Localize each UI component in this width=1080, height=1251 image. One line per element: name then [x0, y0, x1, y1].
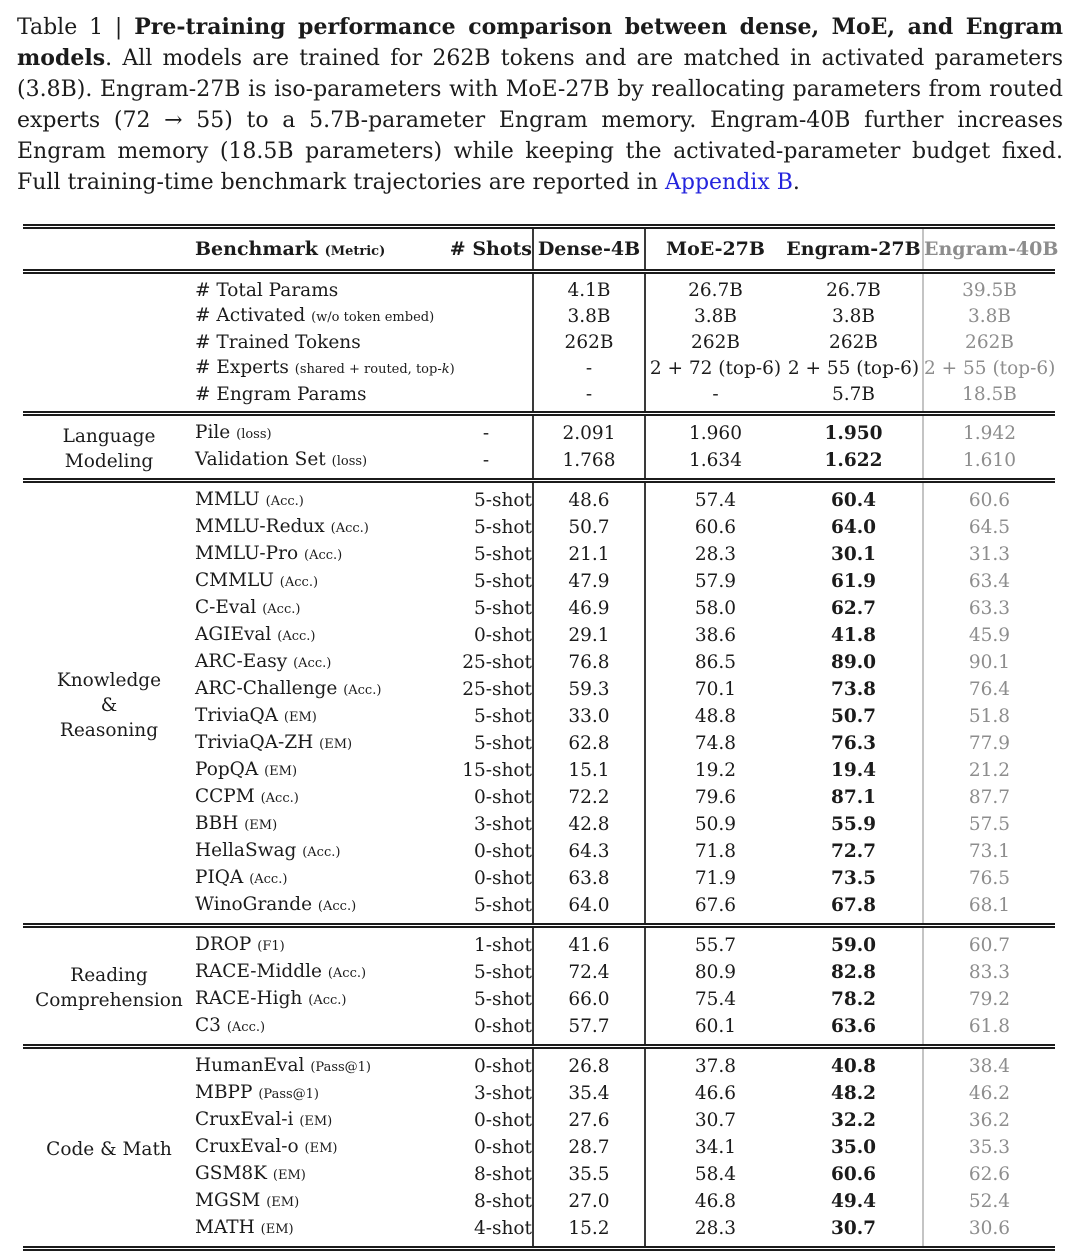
value-cell-engram-40b: 87.7 — [923, 784, 1055, 811]
benchmark-metric: (EM) — [283, 710, 317, 725]
benchmark-cell — [195, 595, 440, 622]
shots-cell: 5-shot — [473, 733, 532, 754]
benchmark-name: GSM8K — [195, 1163, 267, 1184]
shots-cell: 3-shot — [473, 1083, 532, 1104]
value-cell-engram-27b: 67.8 — [830, 895, 877, 916]
benchmark-name: TriviaQA-ZH — [195, 732, 314, 753]
value-cell-engram-40b: 38.4 — [923, 1047, 1055, 1081]
benchmark-metric: (Acc.) — [343, 683, 382, 698]
value-cell-dense-4b: 21.1 — [533, 541, 645, 568]
benchmark-name: ARC-Easy — [195, 651, 288, 672]
table-row — [23, 272, 1055, 304]
benchmark-name: RACE-High — [195, 988, 303, 1009]
shots-cell: 5-shot — [473, 706, 532, 727]
table-caption — [17, 12, 1063, 198]
caption-body: . All models are trained for 262B tokens and are matched in activated parameters (3.8B). Engram-27B is iso-parameters with MoE-27B by reallocating parameters from routed experts (72 → 55) to a 5.7B-parameter Engram memory. Engram-40B further increases Engram memory (18.5B parameters) while keeping the activated-parameter budget fixed. Full training-time benchmark trajectories are reported in — [17, 46, 1063, 195]
value-cell-moe-27b: 30.7 — [645, 1107, 785, 1134]
value-cell-dense-4b: 72.4 — [533, 959, 645, 986]
value-cell-engram-40b: 60.7 — [923, 926, 1055, 960]
value-cell-engram-27b: 89.0 — [830, 652, 877, 673]
benchmark-metric: (EM) — [266, 1195, 300, 1210]
shots-cell: 8-shot — [473, 1164, 532, 1185]
benchmark-name: # Activated — [195, 305, 306, 326]
value-cell-moe-27b: 26.7B — [645, 272, 785, 304]
benchmark-name: CruxEval-i — [195, 1109, 294, 1130]
value-cell-engram-27b: 32.2 — [830, 1110, 877, 1131]
benchmark-cell — [195, 1107, 440, 1134]
value-cell-moe-27b: 2 + 72 (top-6) — [645, 355, 785, 382]
benchmark-cell — [195, 959, 440, 986]
header-shots: # Shots — [440, 227, 533, 272]
shots-cell: 0-shot — [473, 868, 532, 889]
benchmark-metric: (EM) — [272, 1168, 306, 1183]
benchmark-metric: (Acc.) — [249, 872, 288, 887]
value-cell-engram-27b: 59.0 — [785, 926, 923, 960]
shots-cell: 0-shot — [473, 787, 532, 808]
benchmark-name: PIQA — [195, 867, 244, 888]
benchmark-cell — [195, 481, 440, 515]
benchmark-name: CruxEval-o — [195, 1136, 299, 1157]
shots-cell: 5-shot — [473, 517, 532, 538]
benchmark-cell — [195, 1134, 440, 1161]
value-cell-engram-27b: 3.8B — [831, 306, 876, 327]
value-cell-dense-4b: 29.1 — [533, 622, 645, 649]
header-category-spacer — [23, 227, 195, 272]
benchmark-metric: (EM) — [244, 818, 278, 833]
value-cell-engram-27b: 87.1 — [830, 787, 877, 808]
benchmark-metric: (EM) — [319, 737, 353, 752]
value-cell-dense-4b: 3.8B — [533, 303, 645, 330]
value-cell-dense-4b: 27.6 — [533, 1107, 645, 1134]
benchmark-cell — [195, 622, 440, 649]
benchmark-name: MBPP — [195, 1082, 253, 1103]
value-cell-dense-4b: 27.0 — [533, 1188, 645, 1215]
value-cell-moe-27b: 50.9 — [645, 811, 785, 838]
value-cell-engram-27b: 50.7 — [830, 706, 877, 727]
value-cell-dense-4b: 62.8 — [533, 730, 645, 757]
benchmark-cell — [195, 757, 440, 784]
value-cell-engram-40b: 76.4 — [923, 676, 1055, 703]
benchmark-cell — [195, 703, 440, 730]
value-cell-engram-40b: 30.6 — [923, 1215, 1055, 1249]
value-cell-engram-27b: 26.7B — [785, 272, 923, 304]
benchmark-cell — [195, 1215, 440, 1249]
value-cell-dense-4b: 15.2 — [533, 1215, 645, 1249]
value-cell-moe-27b: 28.3 — [645, 1215, 785, 1249]
category-label: Reading Comprehension — [23, 926, 195, 1047]
value-cell-engram-40b: 18.5B — [923, 382, 1055, 414]
value-cell-moe-27b: 37.8 — [645, 1047, 785, 1081]
value-cell-engram-27b: 30.1 — [830, 544, 877, 565]
value-cell-engram-27b: 73.5 — [830, 868, 877, 889]
benchmark-cell — [195, 1013, 440, 1047]
value-cell-moe-27b: 60.6 — [645, 514, 785, 541]
table-row — [23, 481, 1055, 515]
header-model-dense-4b: Dense-4B — [533, 227, 645, 272]
value-cell-dense-4b: 59.3 — [533, 676, 645, 703]
shots-cell: 3-shot — [473, 814, 532, 835]
value-cell-moe-27b: 46.6 — [645, 1080, 785, 1107]
benchmark-metric: (Acc.) — [293, 656, 332, 671]
results-table — [23, 224, 1059, 1251]
benchmark-name: PopQA — [195, 759, 259, 780]
benchmark-name: # Trained Tokens — [195, 332, 361, 353]
value-cell-moe-27b: 57.4 — [645, 481, 785, 515]
benchmark-cell — [195, 355, 455, 382]
shots-cell: - — [440, 414, 533, 448]
value-cell-moe-27b: 58.4 — [645, 1161, 785, 1188]
benchmark-name: DROP — [195, 934, 252, 955]
value-cell-moe-27b: 70.1 — [645, 676, 785, 703]
value-cell-dense-4b: 57.7 — [533, 1013, 645, 1047]
shots-cell: 5-shot — [473, 895, 532, 916]
value-cell-moe-27b: 80.9 — [645, 959, 785, 986]
value-cell-dense-4b: 66.0 — [533, 986, 645, 1013]
header-metric-label: (Metric) — [324, 244, 386, 259]
value-cell-engram-40b: 77.9 — [923, 730, 1055, 757]
benchmark-name: C-Eval — [195, 597, 257, 618]
benchmark-metric: (F1) — [257, 939, 285, 954]
benchmark-name: RACE-Middle — [195, 961, 322, 982]
value-cell-engram-27b: 49.4 — [830, 1191, 877, 1212]
benchmark-cell — [195, 649, 440, 676]
shots-cell — [440, 330, 533, 355]
value-cell-engram-27b: 78.2 — [830, 989, 877, 1010]
header-row — [23, 227, 1055, 272]
value-cell-engram-27b: 60.6 — [830, 1164, 877, 1185]
header-model-moe-27b: MoE-27B — [645, 227, 785, 272]
value-cell-dense-4b: 4.1B — [533, 272, 645, 304]
value-cell-engram-40b: 21.2 — [923, 757, 1055, 784]
benchmark-metric: (Acc.) — [317, 899, 357, 914]
benchmark-metric: (loss) — [331, 454, 368, 469]
value-cell-engram-27b: 5.7B — [831, 384, 876, 405]
value-cell-engram-40b: 2 + 55 (top-6) — [923, 355, 1055, 382]
value-cell-dense-4b: 2.091 — [533, 414, 645, 448]
value-cell-engram-27b: 1.622 — [824, 450, 883, 471]
shots-cell: 5-shot — [440, 481, 533, 515]
value-cell-moe-27b: 71.8 — [645, 838, 785, 865]
value-cell-engram-40b: 35.3 — [923, 1134, 1055, 1161]
value-cell-dense-4b: 47.9 — [533, 568, 645, 595]
benchmark-cell — [195, 811, 440, 838]
value-cell-dense-4b: 50.7 — [533, 514, 645, 541]
shots-cell: 5-shot — [473, 598, 532, 619]
table-row — [23, 926, 1055, 960]
value-cell-moe-27b: 79.6 — [645, 784, 785, 811]
benchmark-name: CMMLU — [195, 570, 274, 591]
category-label: Knowledge & Reasoning — [23, 481, 195, 926]
benchmark-cell — [195, 541, 440, 568]
value-cell-engram-40b: 79.2 — [923, 986, 1055, 1013]
value-cell-moe-27b: 74.8 — [645, 730, 785, 757]
value-cell-moe-27b: - — [645, 382, 785, 414]
shots-cell: 25-shot — [462, 652, 532, 673]
benchmark-cell — [195, 330, 440, 355]
benchmark-cell — [195, 986, 440, 1013]
value-cell-engram-27b: 41.8 — [830, 625, 877, 646]
benchmark-metric: (Acc.) — [327, 966, 367, 981]
value-cell-moe-27b: 60.1 — [645, 1013, 785, 1047]
benchmark-metric: (Pass@1) — [310, 1060, 371, 1075]
benchmark-metric: (Acc.) — [304, 548, 343, 563]
value-cell-engram-27b: 72.7 — [830, 841, 877, 862]
value-cell-moe-27b: 38.6 — [645, 622, 785, 649]
benchmark-metric: (shared + routed, top-k) — [294, 362, 455, 377]
value-cell-dense-4b: 28.7 — [533, 1134, 645, 1161]
value-cell-dense-4b: 26.8 — [533, 1047, 645, 1081]
shots-cell: 15-shot — [462, 760, 532, 781]
benchmark-cell — [195, 892, 440, 926]
benchmark-cell — [195, 784, 440, 811]
value-cell-engram-27b: 1.950 — [785, 414, 923, 448]
value-cell-moe-27b: 48.8 — [645, 703, 785, 730]
value-cell-engram-27b: 262B — [829, 332, 878, 353]
value-cell-dense-4b: 262B — [533, 330, 645, 355]
header-model-engram-40b: Engram-40B — [923, 227, 1055, 272]
benchmark-name: MMLU-Redux — [195, 516, 325, 537]
shots-cell: 4-shot — [473, 1218, 532, 1239]
benchmark-metric: (EM) — [264, 764, 298, 779]
category-label: Code & Math — [23, 1047, 195, 1249]
value-cell-engram-27b: 19.4 — [830, 760, 877, 781]
benchmark-cell — [195, 568, 440, 595]
benchmark-cell — [195, 382, 440, 414]
value-cell-moe-27b: 3.8B — [645, 303, 785, 330]
shots-cell: 0-shot — [473, 841, 532, 862]
benchmark-cell — [195, 838, 440, 865]
shots-cell: - — [482, 450, 490, 471]
appendix-b-link[interactable]: Appendix B — [664, 170, 793, 195]
benchmark-metric: (Acc.) — [308, 993, 347, 1008]
benchmark-name: ARC-Challenge — [195, 678, 338, 699]
caption-prefix: Table 1 | — [17, 15, 135, 40]
benchmark-name: # Engram Params — [195, 384, 367, 405]
benchmark-cell — [195, 730, 440, 757]
value-cell-dense-4b: 33.0 — [533, 703, 645, 730]
benchmark-metric: (Acc.) — [302, 845, 341, 860]
benchmark-name: HellaSwag — [195, 840, 297, 861]
shots-cell: 0-shot — [473, 1016, 532, 1037]
shots-cell — [440, 303, 533, 330]
benchmark-cell — [195, 303, 440, 330]
value-cell-engram-27b: 73.8 — [830, 679, 877, 700]
value-cell-dense-4b: 76.8 — [533, 649, 645, 676]
benchmark-name: MGSM — [195, 1190, 261, 1211]
benchmark-metric: (loss) — [236, 427, 272, 442]
benchmark-cell — [195, 514, 440, 541]
benchmark-cell — [195, 926, 440, 960]
value-cell-engram-40b: 46.2 — [923, 1080, 1055, 1107]
category-label — [23, 272, 195, 414]
shots-cell: 0-shot — [473, 625, 532, 646]
shots-cell — [440, 272, 533, 304]
benchmark-metric: (Acc.) — [279, 575, 319, 590]
value-cell-engram-40b: 73.1 — [923, 838, 1055, 865]
benchmark-cell — [195, 272, 440, 304]
value-cell-engram-40b: 1.610 — [923, 447, 1055, 481]
value-cell-engram-40b: 262B — [923, 330, 1055, 355]
value-cell-engram-40b: 51.8 — [923, 703, 1055, 730]
benchmark-name: # Experts — [195, 357, 289, 378]
benchmark-name: TriviaQA — [195, 705, 279, 726]
table-row — [23, 1047, 1055, 1081]
benchmark-cell — [195, 1080, 440, 1107]
value-cell-moe-27b: 28.3 — [645, 541, 785, 568]
shots-cell: 0-shot — [473, 1110, 532, 1131]
value-cell-engram-40b: 63.4 — [923, 568, 1055, 595]
benchmark-cell — [195, 1047, 440, 1081]
benchmark-name: HumanEval — [195, 1055, 305, 1076]
value-cell-engram-40b: 62.6 — [923, 1161, 1055, 1188]
value-cell-dense-4b: - — [533, 382, 645, 414]
value-cell-moe-27b: 55.7 — [645, 926, 785, 960]
value-cell-dense-4b: 41.6 — [533, 926, 645, 960]
benchmark-cell — [195, 865, 440, 892]
header-model-engram-27b: Engram-27B — [785, 227, 923, 272]
value-cell-engram-27b: 48.2 — [830, 1083, 877, 1104]
value-cell-moe-27b: 262B — [645, 330, 785, 355]
value-cell-dense-4b: 1.768 — [533, 447, 645, 481]
benchmark-metric: (Acc.) — [265, 494, 304, 509]
value-cell-dense-4b: 72.2 — [533, 784, 645, 811]
value-cell-moe-27b: 71.9 — [645, 865, 785, 892]
value-cell-moe-27b: 67.6 — [645, 892, 785, 926]
shots-cell: 1-shot — [440, 926, 533, 960]
value-cell-engram-40b: 90.1 — [923, 649, 1055, 676]
benchmark-metric: (Acc.) — [330, 521, 369, 536]
benchmark-name: MMLU — [195, 489, 260, 510]
benchmark-metric: (Acc.) — [260, 791, 299, 806]
benchmark-cell — [195, 1161, 440, 1188]
value-cell-engram-40b: 76.5 — [923, 865, 1055, 892]
value-cell-engram-27b: 76.3 — [830, 733, 877, 754]
value-cell-dense-4b: 64.3 — [533, 838, 645, 865]
value-cell-moe-27b: 34.1 — [645, 1134, 785, 1161]
benchmark-name: Pile — [195, 422, 231, 443]
benchmark-metric: (Pass@1) — [258, 1087, 319, 1102]
value-cell-dense-4b: 35.4 — [533, 1080, 645, 1107]
benchmark-name: # Total Params — [195, 280, 339, 301]
shots-cell: 5-shot — [473, 544, 532, 565]
value-cell-dense-4b: 46.9 — [533, 595, 645, 622]
value-cell-engram-40b: 57.5 — [923, 811, 1055, 838]
value-cell-dense-4b: 64.0 — [533, 892, 645, 926]
value-cell-dense-4b: 48.6 — [533, 481, 645, 515]
value-cell-engram-27b: 61.9 — [830, 571, 877, 592]
benchmark-metric: (EM) — [299, 1114, 333, 1129]
value-cell-dense-4b: 15.1 — [533, 757, 645, 784]
benchmark-name: Validation Set — [195, 449, 326, 470]
value-cell-moe-27b: 1.634 — [645, 447, 785, 481]
benchmark-name: MATH — [195, 1217, 255, 1238]
value-cell-engram-40b: 61.8 — [923, 1013, 1055, 1047]
value-cell-engram-40b: 39.5B — [923, 272, 1055, 304]
benchmark-metric: (EM) — [304, 1141, 338, 1156]
value-cell-engram-27b: 63.6 — [830, 1016, 877, 1037]
value-cell-moe-27b: 46.8 — [645, 1188, 785, 1215]
value-cell-engram-27b: 62.7 — [830, 598, 877, 619]
benchmark-metric: (EM) — [260, 1222, 294, 1237]
benchmark-cell — [195, 676, 440, 703]
value-cell-engram-40b: 68.1 — [923, 892, 1055, 926]
value-cell-engram-27b: 40.8 — [785, 1047, 923, 1081]
benchmark-cell — [195, 1188, 440, 1215]
benchmark-metric: (Acc.) — [262, 602, 301, 617]
value-cell-dense-4b: 42.8 — [533, 811, 645, 838]
category-label: Language Modeling — [23, 414, 195, 481]
value-cell-engram-27b: 30.7 — [830, 1218, 877, 1239]
benchmark-name: C3 — [195, 1015, 221, 1036]
value-cell-moe-27b: 58.0 — [645, 595, 785, 622]
value-cell-moe-27b: 1.960 — [645, 414, 785, 448]
shots-cell: 25-shot — [462, 679, 532, 700]
shots-cell: 5-shot — [473, 571, 532, 592]
benchmark-metric: (Acc.) — [277, 629, 316, 644]
benchmark-name: WinoGrande — [195, 894, 313, 915]
value-cell-moe-27b: 86.5 — [645, 649, 785, 676]
header-benchmark-label: Benchmark — [195, 238, 318, 260]
value-cell-engram-27b: 55.9 — [830, 814, 877, 835]
value-cell-engram-27b: 60.4 — [785, 481, 923, 515]
value-cell-engram-40b: 31.3 — [923, 541, 1055, 568]
benchmark-cell — [195, 414, 440, 448]
caption-suffix: . — [792, 170, 800, 195]
benchmark-name: MMLU-Pro — [195, 543, 299, 564]
value-cell-engram-27b: 64.0 — [830, 517, 877, 538]
value-cell-engram-40b: 60.6 — [923, 481, 1055, 515]
value-cell-dense-4b: 35.5 — [533, 1161, 645, 1188]
benchmark-name: BBH — [195, 813, 239, 834]
shots-cell: 5-shot — [473, 989, 532, 1010]
table-row — [23, 414, 1055, 448]
shots-cell: 0-shot — [440, 1047, 533, 1081]
value-cell-engram-40b: 52.4 — [923, 1188, 1055, 1215]
value-cell-engram-27b: 2 + 55 (top-6) — [787, 358, 920, 379]
benchmark-metric: (w/o token embed) — [311, 310, 435, 325]
value-cell-engram-40b: 83.3 — [923, 959, 1055, 986]
benchmark-name: CCPM — [195, 786, 255, 807]
header-benchmark — [195, 227, 440, 272]
benchmark-cell — [195, 447, 440, 481]
value-cell-engram-40b: 63.3 — [923, 595, 1055, 622]
shots-cell: 0-shot — [473, 1137, 532, 1158]
value-cell-engram-40b: 36.2 — [923, 1107, 1055, 1134]
shots-cell: 5-shot — [473, 962, 532, 983]
benchmark-metric: (Acc.) — [226, 1020, 266, 1035]
value-cell-moe-27b: 57.9 — [645, 568, 785, 595]
value-cell-engram-27b: 82.8 — [830, 962, 877, 983]
value-cell-engram-27b: 35.0 — [830, 1137, 877, 1158]
value-cell-engram-40b: 1.942 — [923, 414, 1055, 448]
shots-cell — [440, 382, 533, 414]
value-cell-moe-27b: 75.4 — [645, 986, 785, 1013]
benchmark-name: AGIEval — [195, 624, 272, 645]
caption-bold-title: Pre-training performance comparison between dense, MoE, and Engram models — [17, 14, 1064, 71]
shots-cell: 8-shot — [473, 1191, 532, 1212]
value-cell-dense-4b: 63.8 — [533, 865, 645, 892]
value-cell-dense-4b: - — [533, 355, 645, 382]
value-cell-moe-27b: 19.2 — [645, 757, 785, 784]
value-cell-engram-40b: 3.8B — [923, 303, 1055, 330]
value-cell-engram-40b: 45.9 — [923, 622, 1055, 649]
value-cell-engram-40b: 64.5 — [923, 514, 1055, 541]
